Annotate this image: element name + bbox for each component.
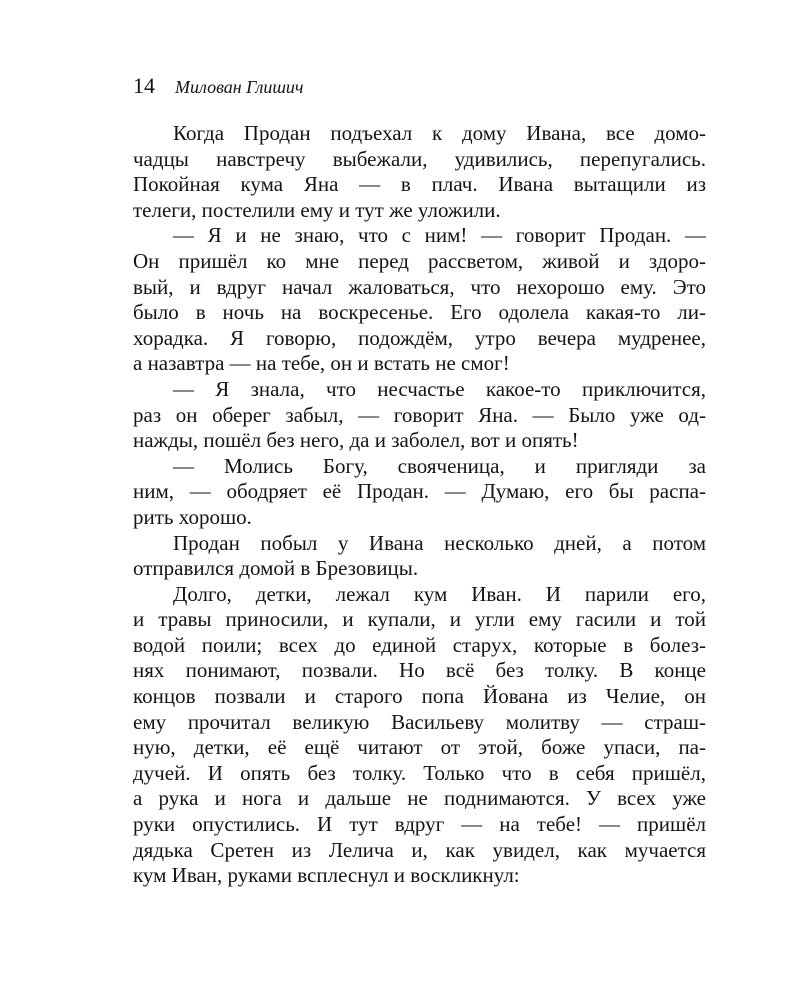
text-line: концов позвали и старого попа Йована из Челие, он: [133, 684, 706, 709]
text-line: Когда Продан подъехал к дому Ивана, все домо-: [173, 121, 706, 145]
text-line: телеги, постелили ему и тут же уложили.: [133, 197, 501, 222]
text-line: и травы приносили, и купали, и угли ему гасили и той: [133, 607, 706, 632]
running-head: [133, 74, 706, 98]
text-line: ему прочитал великую Васильеву молитву — страш-: [133, 709, 706, 734]
text-line: нях понимают, позвали. Но всё без толку. В конце: [133, 658, 706, 683]
text-line: отправился домой в Брезовицы.: [133, 556, 419, 581]
text-line: дучей. И опять без толку. Только что в себя пришёл,: [133, 760, 706, 785]
text-line: Долго, детки, лежал кум Иван. И парили его,: [173, 581, 706, 606]
text-line: — Я и не знаю, что с ним! — говорит Продан. —: [173, 223, 706, 248]
text-block: [133, 0, 706, 889]
text-line: кум Иван, руками всплеснул и воскликнул:: [133, 863, 520, 888]
body-text: [133, 121, 706, 889]
text-line: чадцы навстречу выбежали, удивились, перепугались.: [133, 146, 706, 171]
text-line: а назавтра — на тебе, он и встать не смог!: [133, 351, 510, 376]
text-line: водой поили; всех до единой старух, которые в болез-: [133, 632, 706, 657]
text-line: вый, и вдруг начал жаловаться, что нехорошо ему. Это: [133, 274, 706, 299]
text-line: ним, — ободряет её Продан. — Думаю, его бы распа-: [133, 479, 706, 504]
text-line: хорадка. Я говорю, подождём, утро вечера мудренее,: [133, 325, 706, 350]
author-name: Милован Глишич: [175, 77, 304, 97]
text-line: — Я знала, что несчастье какое-то приключится,: [173, 376, 706, 401]
text-line: Покойная кума Яна — в плач. Ивана вытащили из: [133, 172, 706, 197]
text-line: а рука и нога и дальше не поднимаются. У всех уже: [133, 786, 706, 811]
text-line: дядька Сретен из Лелича и, как увидел, как мучается: [133, 837, 706, 862]
text-line: нажды, пошёл без него, да и заболел, вот и опять!: [133, 428, 579, 453]
text-line: Он пришёл ко мне перед рассветом, живой и здоро-: [133, 248, 706, 273]
text-line: — Молись Богу, свояченица, и пригляди за: [173, 453, 706, 478]
text-line: рить хорошо.: [133, 504, 252, 529]
text-line: Продан побыл у Ивана несколько дней, а потом: [173, 530, 706, 555]
page-number: 14: [133, 73, 155, 98]
text-line: было в ночь на воскресенье. Его одолела какая-то ли-: [133, 300, 706, 325]
text-line: руки опустились. И тут вдруг — на тебе! — пришёл: [133, 812, 706, 837]
text-line: раз он оберег забыл, — говорит Яна. — Было уже од-: [133, 402, 706, 427]
text-line: ную, детки, её ещё читают от этой, боже упаси, па-: [133, 735, 706, 760]
